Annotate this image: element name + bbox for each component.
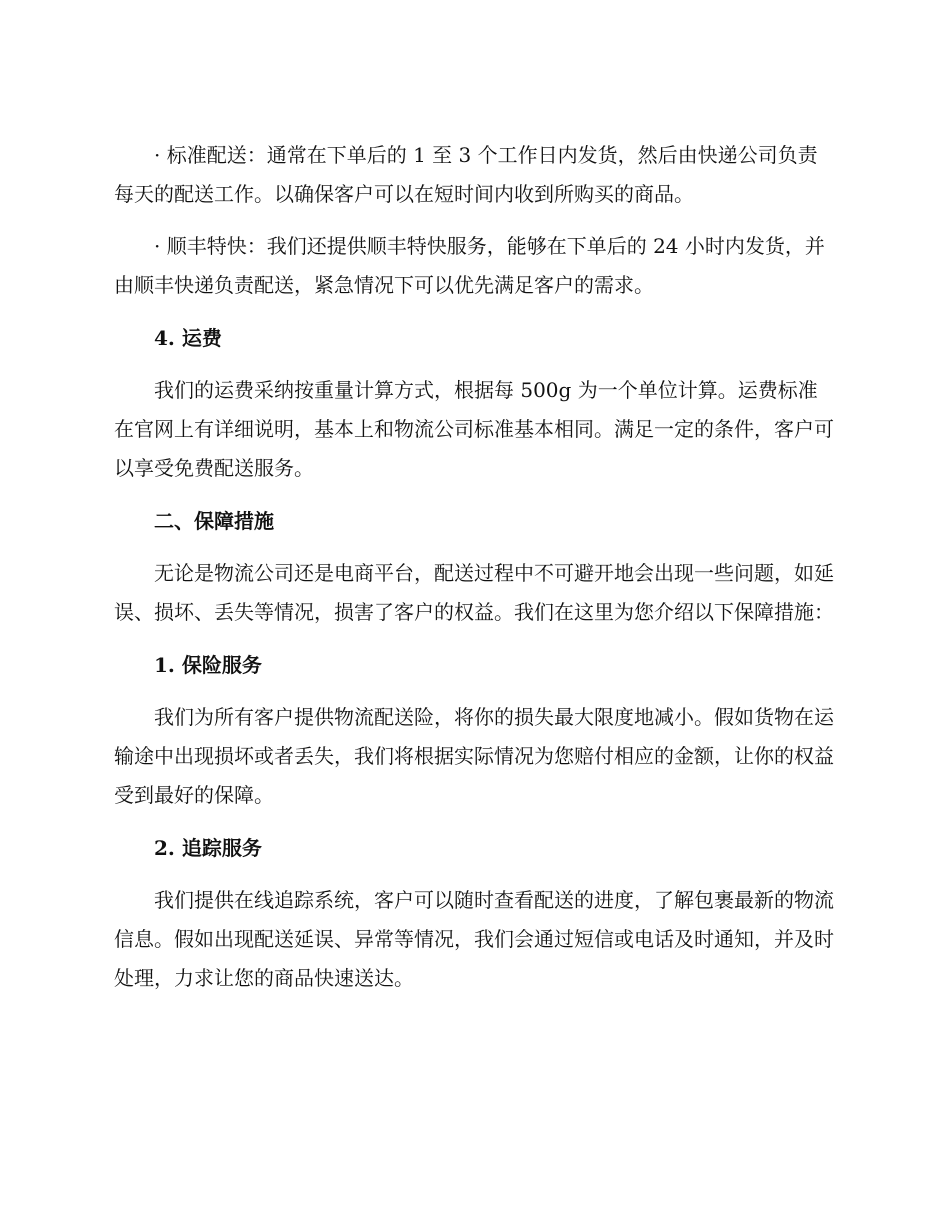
spacer — [114, 305, 834, 319]
insurance-service-paragraph: 我们为所有客户提供物流配送险，将你的损失最大限度地减小。假如货物在运输途中出现损坏或者丢失，我们将根据实际情况为您赔付相应的金额，让你的权益受到最好的保障。 — [114, 705, 834, 807]
tracking-service-paragraph: 我们提供在线追踪系统，客户可以随时查看配送的进度，了解包裹最新的物流信息。假如出现配送延误、异常等情况，我们会通过短信或电话及时通知，并及时处理，力求让您的商品快速送达。 — [114, 888, 834, 990]
spacer — [114, 815, 834, 829]
bullet-sf-express-text: · 顺丰特快：我们还提供顺丰特快服务，能够在下单后的 24 小时内发货，并由顺丰快递负责配送，紧急情况下可以优先满足客户的需求。 — [114, 234, 825, 297]
section-heading-insurance-service: 1. 保险服务 — [154, 653, 262, 677]
spacer — [114, 358, 834, 371]
spacer — [114, 632, 834, 646]
bullet-standard-delivery-text: · 标准配送：通常在下单后的 1 至 3 个工作日内发货，然后由快递公司负责每天的配送工作。以确保客户可以在短时间内收到所购买的商品。 — [114, 143, 818, 206]
spacer — [114, 685, 834, 698]
bullet-item-standard-delivery — [114, 136, 834, 214]
spacer — [114, 214, 834, 227]
guarantee-intro-paragraph: 无论是物流公司还是电商平台，配送过程中不可避开地会出现一些问题，如延误、损坏、丢失等情况，损害了客户的权益。我们在这里为您介绍以下保障措施： — [114, 561, 834, 624]
section-heading-guarantee-measures: 二、保障措施 — [154, 509, 274, 533]
spacer — [114, 541, 834, 554]
spacer — [114, 488, 834, 502]
bullet-item-sf-express — [114, 227, 834, 305]
spacer — [114, 868, 834, 881]
section-heading-shipping-fee: 4. 运费 — [154, 326, 222, 350]
document-content — [114, 136, 834, 998]
shipping-fee-paragraph: 我们的运费采纳按重量计算方式，根据每 500g 为一个单位计算。运费标准在官网上有详细说明，基本上和物流公司标准基本相同。满足一定的条件，客户可以享受免费配送服务。 — [114, 378, 834, 480]
section-heading-tracking-service: 2. 追踪服务 — [154, 836, 262, 860]
